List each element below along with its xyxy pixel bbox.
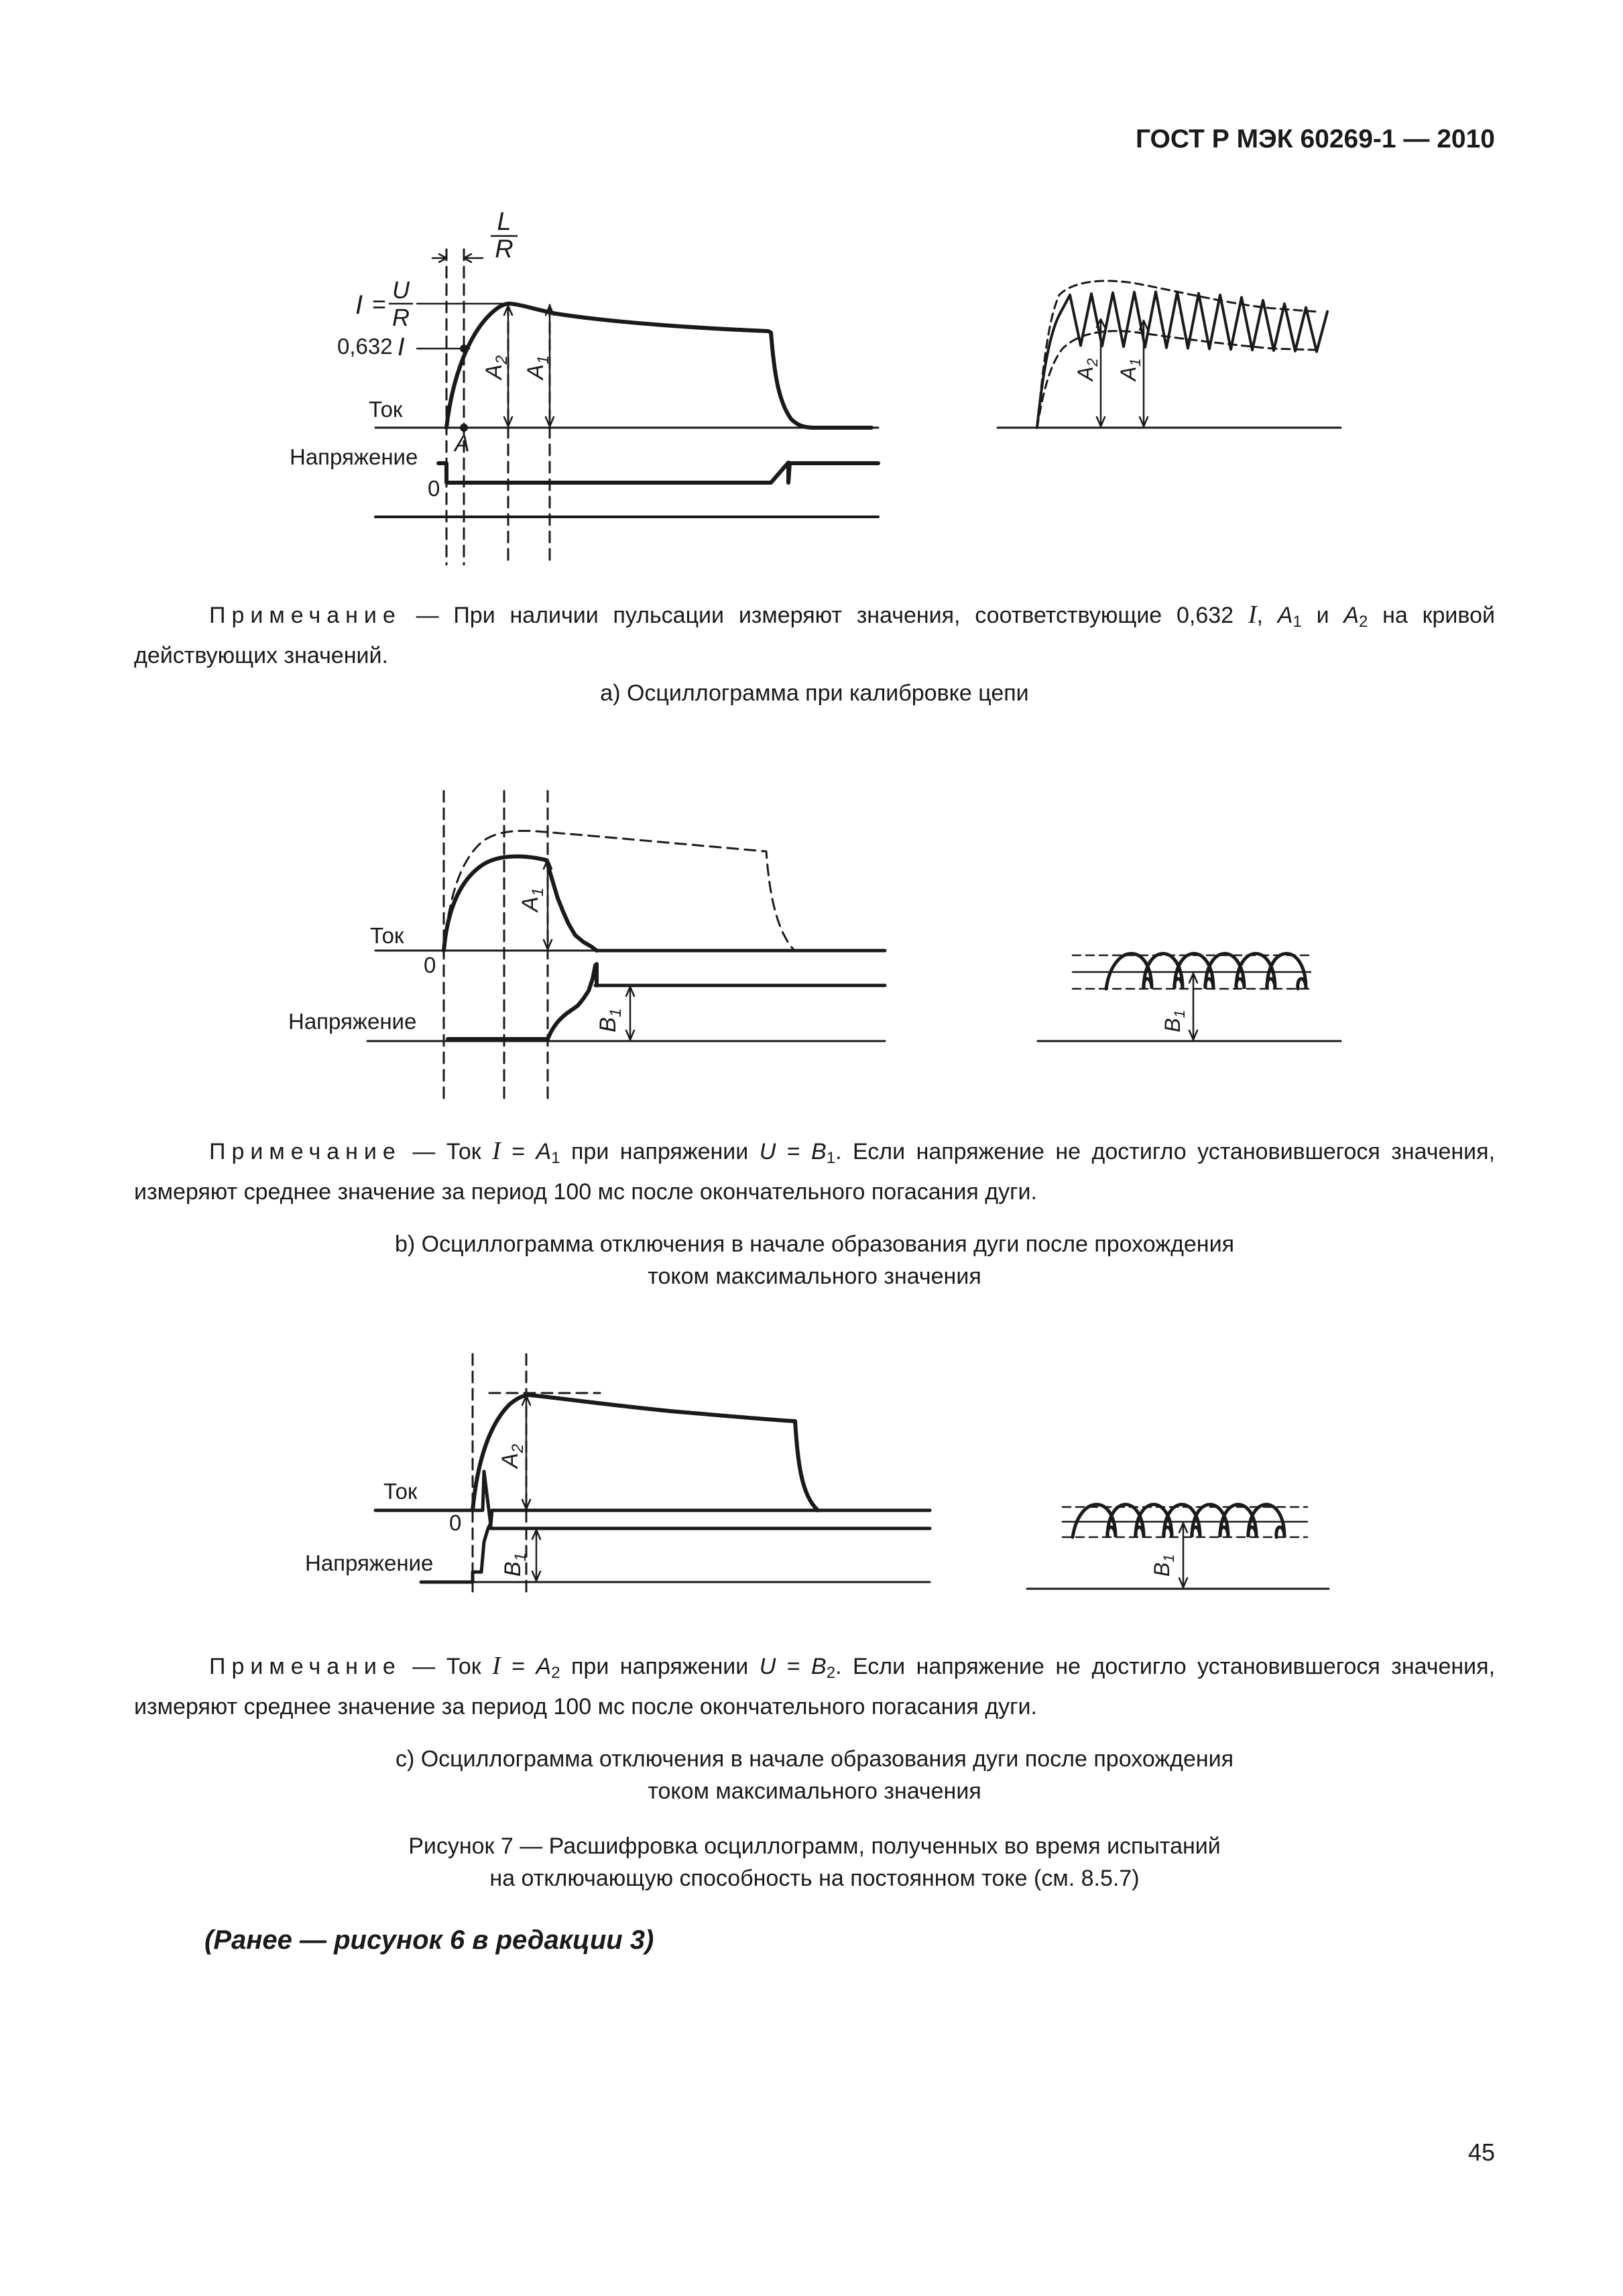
label-voltage: Напряжение (290, 444, 418, 469)
label-a1: $A_1$ (523, 355, 552, 379)
label-R2: R (392, 304, 410, 331)
label-b1-b: $B_1$ (595, 1008, 625, 1032)
figure-caption-line1: Рисунок 7 — Расшифровка осциллограмм, полученных во время испытаний (408, 1833, 1221, 1859)
caption-b-line1: b) Осциллограмма отключения в начале образования дуги после прохождения (395, 1231, 1234, 1257)
label-I-0632: I (398, 333, 405, 361)
label-U: U (392, 276, 410, 304)
label-L: L (497, 208, 512, 236)
figure-caption-line2: на отключающую способность на постоянном токе (см. 8.5.7) (489, 1866, 1140, 1891)
ripple-label-a2: $A_2$ (1073, 358, 1101, 381)
detail-label-b1-c: $B_1$ (1150, 1554, 1177, 1577)
label-R: R (495, 235, 514, 263)
document-id: ГОСТ Р МЭК 60269-1 — 2010 (1135, 125, 1495, 154)
label-eq: = (372, 290, 387, 318)
caption-a: а) Осциллограмма при калибровке цепи (600, 680, 1029, 706)
page-number: 45 (1467, 2138, 1495, 2166)
label-current-c: Ток (383, 1479, 418, 1504)
note-a: Примечание — При наличии пульсации измеряют значения, соответствующие 0,632 I, $A_1$ и $A_2$ на кривой действующих значений. (134, 601, 1495, 668)
figure-b-oscillogram (0, 784, 1623, 1106)
figure-a-oscillogram (0, 181, 1623, 583)
caption-b (134, 1228, 1495, 1292)
previous-edition-note: (Ранее — рисунок 6 в редакции 3) (204, 1925, 654, 1955)
label-a2: $A_2$ (481, 355, 511, 379)
label-current: Ток (369, 397, 403, 422)
note-c: Примечание — Ток $I = A_2$ при напряжении $U = B_2$. Если напряжение не достигло установившегося значения, измеряют среднее значение за период 100 мс после окончательного погасания дуги. (134, 1652, 1496, 1719)
label-zero-b: 0 (424, 953, 436, 977)
label-current-b: Ток (370, 923, 404, 948)
label-a1-b: $A_1$ (518, 887, 547, 912)
caption-c (134, 1743, 1495, 1807)
label-0632: 0,632 (337, 334, 393, 359)
caption-c-line1: с) Осциллограмма отключения в начале образования дуги после прохождения (395, 1746, 1234, 1772)
figure-caption (134, 1830, 1495, 1894)
figure-c-oscillogram (0, 1347, 1623, 1616)
note-b: Примечание — Ток $I = A_1$ при напряжении $U = B_1$. Если напряжение не достигло установившегося значения, измеряют среднее значение за период 100 мс после окончательного погасания дуги. (134, 1137, 1496, 1205)
label-voltage-c: Напряжение (305, 1551, 434, 1575)
label-a2-c: $A_2$ (497, 1443, 527, 1468)
ripple-label-a1: $A_1$ (1116, 358, 1144, 381)
label-zero: 0 (428, 476, 440, 501)
caption-b-line2: током максимального значения (648, 1264, 981, 1289)
detail-label-b1-b: $B_1$ (1160, 1010, 1188, 1032)
label-point-a: A (455, 431, 470, 457)
label-I: I (355, 290, 363, 320)
label-b1-c: $B_1$ (500, 1552, 530, 1577)
caption-c-line2: током максимального значения (648, 1778, 981, 1804)
label-zero-c: 0 (449, 1510, 462, 1535)
label-voltage-b: Напряжение (288, 1009, 417, 1034)
